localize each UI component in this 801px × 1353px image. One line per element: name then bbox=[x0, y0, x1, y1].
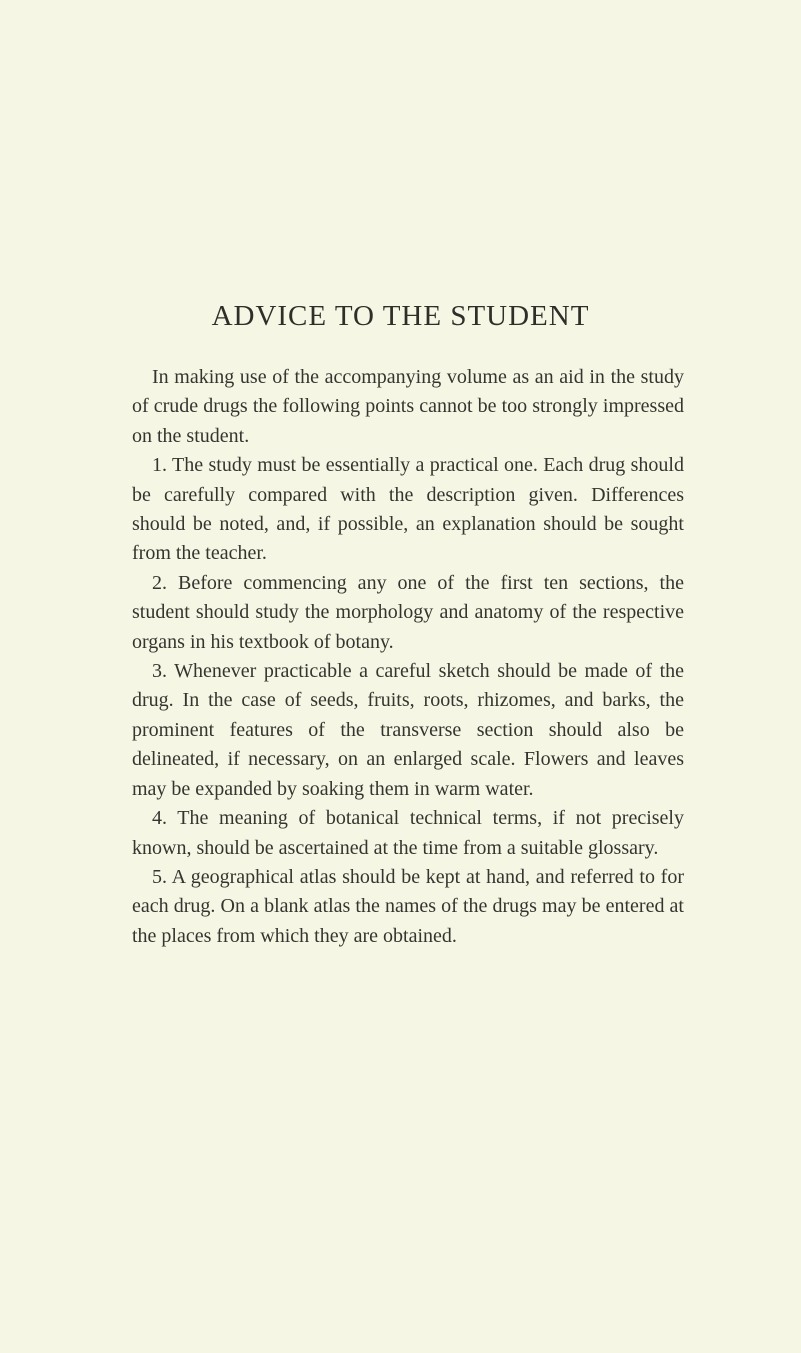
advice-paragraph-1: 1. The study must be essentially a practical one. Each drug should be carefully compared with the description given. Differences should be noted, and, if possible, an explanation should be sought from the teacher. bbox=[132, 454, 684, 565]
advice-paragraph-2: 2. Before commencing any one of the first ten sections, the student should study the morphology and anatomy of the respective organs in his textbook of botany. bbox=[132, 571, 684, 653]
body-text bbox=[132, 363, 684, 951]
advice-paragraph-5: 5. A geographical atlas should be kept at hand, and referred to for each drug. On a blank atlas the names of the drugs may be entered at the places from which they are obtained. bbox=[132, 865, 684, 947]
page-heading: ADVICE TO THE STUDENT bbox=[211, 300, 590, 332]
advice-paragraph-4: 4. The meaning of botanical technical terms, if not precisely known, should be ascertained at the time from a suitable glossary. bbox=[132, 807, 684, 859]
advice-paragraph-3: 3. Whenever practicable a careful sketch should be made of the drug. In the case of seeds, fruits, roots, rhizomes, and barks, the prominent features of the transverse section should also be delineated, if necessary, on an enlarged scale. Flowers and leaves may be expanded by soaking them in warm water. bbox=[132, 660, 684, 800]
intro-paragraph: In making use of the accompanying volume as an aid in the study of crude drugs the following points cannot be too strongly impressed on the student. bbox=[132, 366, 684, 447]
